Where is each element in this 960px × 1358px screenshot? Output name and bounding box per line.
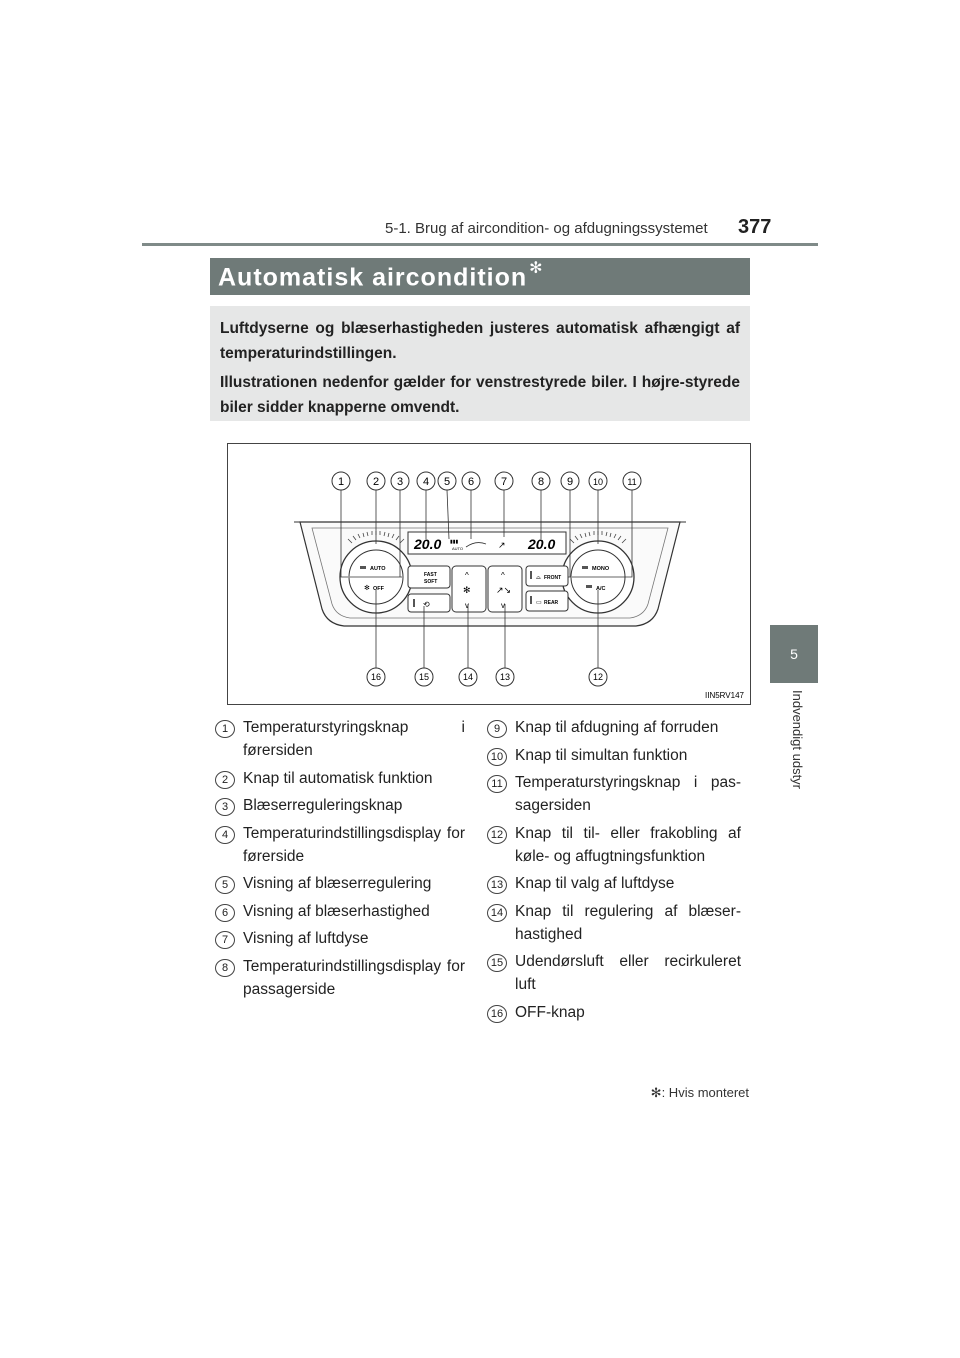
- item-text: Knap til automatisk funktion: [243, 769, 433, 787]
- footnote: [651, 1085, 749, 1101]
- item-number: 4: [215, 826, 235, 844]
- item-number: 12: [487, 826, 507, 844]
- vent-down-icon: v: [501, 601, 505, 610]
- front-label: FRONT: [544, 575, 562, 581]
- callout-3: 3: [396, 476, 404, 488]
- intro-paragraph-2: Illustrationen nedenfor gælder for venstrestyrede biler. I højre-styrede biler sidder knapperne omvendt.: [220, 374, 740, 416]
- ac-label[interactable]: A/C: [596, 586, 606, 592]
- item-text: Blæserreguleringsknap: [243, 797, 403, 814]
- item-number: 14: [487, 904, 507, 922]
- list-item: [215, 767, 465, 790]
- item-text: Knap til regulering af blæser-hastighed: [515, 902, 741, 943]
- intro-paragraph-1: Luftdyserne og blæserhastigheden justeres automatisk afhængigt af temperaturindstillingen.: [220, 320, 740, 362]
- chapter-tab[interactable]: 5: [770, 625, 818, 683]
- fan-icon-center: ✻: [463, 585, 471, 595]
- list-item: [487, 771, 741, 817]
- ac-panel-figure: [227, 443, 751, 705]
- item-text: Temperaturindstillingsdisplay for førerside: [243, 824, 465, 865]
- figure-code: IIN5RV147: [705, 691, 744, 700]
- chapter-label: Indvendigt udstyr: [790, 690, 805, 790]
- item-number: 1: [215, 720, 235, 738]
- page-title-text: Automatisk aircondition: [218, 263, 528, 292]
- soft-label: SOFT: [424, 579, 438, 585]
- callout-7: 7: [500, 476, 508, 488]
- fan-control-indicator: AUTO: [452, 546, 464, 551]
- item-number: 9: [487, 720, 507, 738]
- recirculation-indicator: [413, 599, 415, 607]
- footnote-mark-icon: ✻: [650, 1085, 662, 1100]
- front-indicator: [530, 571, 532, 579]
- callout-15: 15: [418, 672, 430, 682]
- callouts-bottom: [367, 668, 607, 686]
- callout-11: 11: [627, 477, 637, 487]
- title-bar: [210, 258, 750, 295]
- item-number: 6: [215, 904, 235, 922]
- fan-up-icon: ^: [465, 571, 469, 580]
- rear-defrost-icon: ▭: [536, 600, 542, 606]
- item-number: 8: [215, 959, 235, 977]
- vent-up-icon: ^: [501, 571, 505, 580]
- rear-label: REAR: [544, 600, 559, 606]
- header-divider: [142, 243, 818, 246]
- asterisk-icon: ✻: [529, 260, 544, 277]
- callout-10: 10: [592, 477, 604, 487]
- item-number: 5: [215, 876, 235, 894]
- item-text: Knap til valg af luftdyse: [515, 875, 675, 892]
- item-text: Udendørsluft eller recirkuleret luft: [515, 953, 741, 993]
- list-item: [215, 794, 465, 817]
- callouts-top: [332, 472, 641, 490]
- item-text: Knap til til- eller frakobling af køle- og affugtningsfunktion: [515, 824, 741, 865]
- callout-16: 16: [370, 672, 382, 682]
- fan-icon: ✻: [364, 585, 370, 592]
- item-text: Visning af luftdyse: [243, 930, 369, 947]
- item-text: Temperaturstyringsknap i pas-sagersiden: [515, 774, 741, 814]
- item-text: Temperaturindstillingsdisplay for passagerside: [243, 957, 465, 998]
- callout-6: 6: [467, 476, 475, 488]
- legend-list-right: [487, 716, 741, 1028]
- list-item: [215, 716, 465, 762]
- item-number: 16: [487, 1005, 507, 1023]
- list-item: [215, 927, 465, 950]
- item-number: 13: [487, 876, 507, 894]
- fan-down-icon: v: [465, 601, 469, 610]
- fast-label: FAST: [424, 572, 437, 578]
- callout-14: 14: [462, 672, 474, 682]
- list-item: [215, 955, 465, 1001]
- ac-indicator: [586, 585, 592, 588]
- item-text: Visning af blæserregulering: [243, 875, 432, 892]
- page-title: [218, 261, 544, 292]
- callout-1: 1: [337, 476, 345, 488]
- callout-9: 9: [566, 476, 574, 488]
- item-text: Knap til simultan funktion: [515, 746, 688, 764]
- mono-indicator: [582, 566, 588, 569]
- auto-indicator: [360, 566, 366, 569]
- recirculation-icon: ⟲: [423, 600, 430, 609]
- list-item: [215, 872, 465, 895]
- list-item: [215, 900, 465, 923]
- item-number: 11: [487, 775, 507, 793]
- legend-list-left: [215, 716, 465, 1005]
- list-item: [487, 1001, 741, 1024]
- front-defrost-icon: ⌓: [536, 575, 541, 581]
- item-number: 2: [215, 771, 235, 789]
- callout-4: 4: [422, 476, 430, 488]
- item-number: 10: [487, 748, 507, 766]
- list-item: [487, 744, 741, 767]
- vent-mode-rocker-icon: ↗↘: [496, 585, 512, 595]
- item-text: OFF-knap: [515, 1003, 585, 1021]
- intro-box: [210, 306, 750, 421]
- off-label[interactable]: OFF: [373, 586, 384, 592]
- list-item: [487, 900, 741, 946]
- list-item: [487, 950, 741, 996]
- list-item: [487, 822, 741, 868]
- vent-mode-icon: ↗: [498, 540, 506, 550]
- right-temp-display: 20.0: [528, 536, 556, 552]
- auto-label[interactable]: AUTO: [370, 566, 386, 572]
- left-temp-display: 20.0: [414, 536, 442, 552]
- item-number: 7: [215, 931, 235, 949]
- list-item: [215, 822, 465, 868]
- section-title: 5-1. Brug af aircondition- og afdugningssystemet: [385, 220, 708, 237]
- fan-speed-indicator: ▮▮▮: [450, 539, 459, 545]
- page-number: 377: [738, 216, 772, 238]
- callout-12: 12: [592, 672, 604, 682]
- item-text: Knap til afdugning af forruden: [515, 719, 719, 736]
- item-text: Temperaturstyringsknap i førersiden: [243, 719, 465, 759]
- rear-indicator: [530, 596, 532, 604]
- callout-5: 5: [443, 476, 451, 488]
- list-item: [487, 872, 741, 895]
- list-item: [487, 716, 741, 739]
- footnote-text: : Hvis monteret: [661, 1085, 749, 1100]
- item-number: 15: [487, 954, 507, 972]
- item-number: 3: [215, 798, 235, 816]
- callout-8: 8: [537, 476, 545, 488]
- callout-13: 13: [499, 672, 511, 682]
- mono-label[interactable]: MONO: [592, 566, 610, 572]
- callout-2: 2: [372, 476, 380, 488]
- ac-panel-illustration: [228, 444, 750, 704]
- item-text: Visning af blæserhastighed: [243, 902, 430, 920]
